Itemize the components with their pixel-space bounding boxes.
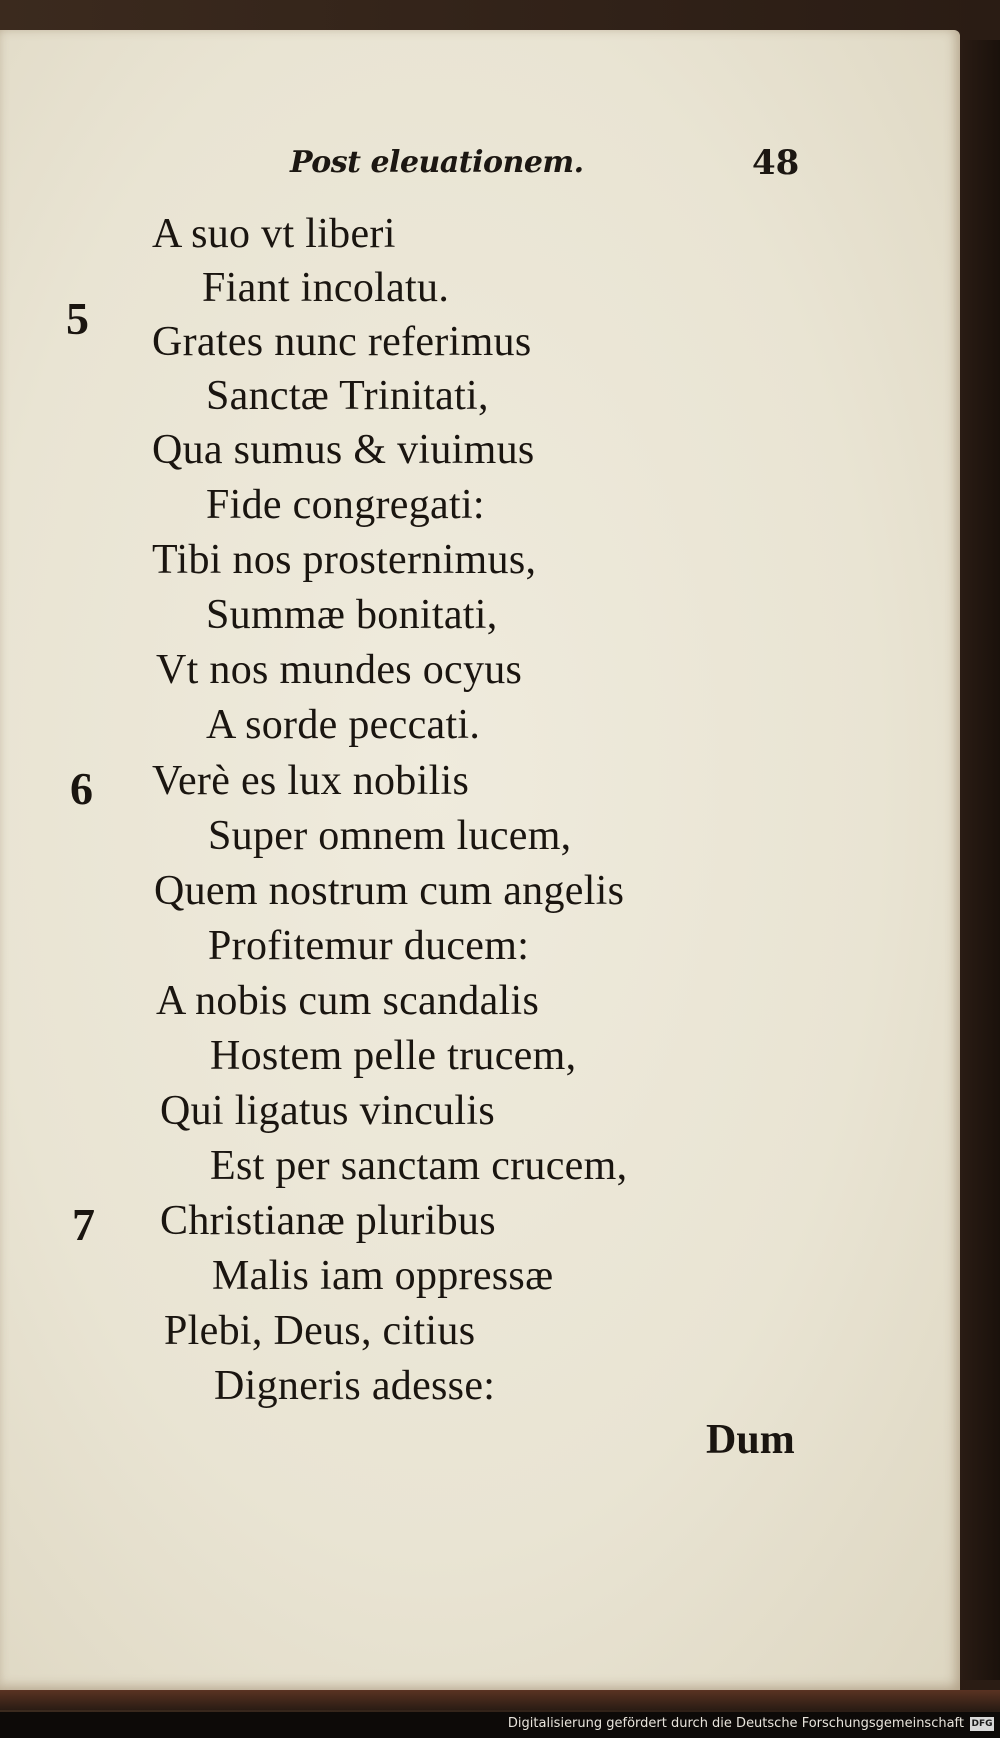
verse-line: Vt nos mundes ocyus: [156, 647, 523, 693]
verse-number-5: 5: [66, 293, 89, 344]
verse-line: Christianæ pluribus: [160, 1198, 496, 1244]
running-header: Post eleuationem.: [290, 145, 584, 180]
verse-line: A suo vt liberi: [152, 211, 396, 257]
verse-line: Fide congregati:: [206, 482, 485, 528]
funding-credit: Digitalisierung gefördert durch die Deutsche Forschungsgemeinschaft: [507, 1716, 964, 1731]
verse-line: Sanctæ Trinitati,: [206, 373, 489, 419]
verse-line: Grates nunc referimus: [152, 319, 532, 365]
verse-line: Verè es lux nobilis: [152, 758, 470, 804]
catchword: Dum: [706, 1417, 795, 1463]
verse-line: Fiant incolatu.: [202, 265, 450, 311]
verse-line: Malis iam oppressæ: [212, 1253, 554, 1299]
verse-line: Tibi nos prosternimus,: [152, 537, 537, 583]
page-edge-shadow: [960, 40, 1000, 1680]
verse-line: Qui ligatus vinculis: [160, 1088, 495, 1134]
verse-line: Super omnem lucem,: [208, 813, 572, 859]
page-number: 48: [752, 143, 800, 183]
bleed-through-text: [640, 230, 760, 1380]
verse-line: Quem nostrum cum angelis: [154, 868, 625, 914]
footer-bar: [0, 1712, 1000, 1738]
verse-line: A nobis cum scandalis: [156, 978, 540, 1024]
book-page: [0, 30, 960, 1690]
verse-number-7: 7: [72, 1199, 95, 1250]
verse-line: A sorde peccati.: [206, 702, 481, 748]
verse-line: Profitemur ducem:: [208, 923, 530, 969]
page-bottom-edge: [0, 1690, 1000, 1710]
verse-line: Digneris adesse:: [214, 1363, 496, 1409]
verse-line: Hostem pelle trucem,: [210, 1033, 577, 1079]
verse-line: Est per sanctam crucem,: [210, 1143, 628, 1189]
verse-line: Summæ bonitati,: [206, 592, 498, 638]
dfg-logo-icon: DFG: [971, 1719, 993, 1729]
verse-line: Qua sumus & viuimus: [152, 427, 535, 473]
verse-number-6: 6: [70, 763, 93, 814]
verse-line: Plebi, Deus, citius: [164, 1308, 476, 1354]
